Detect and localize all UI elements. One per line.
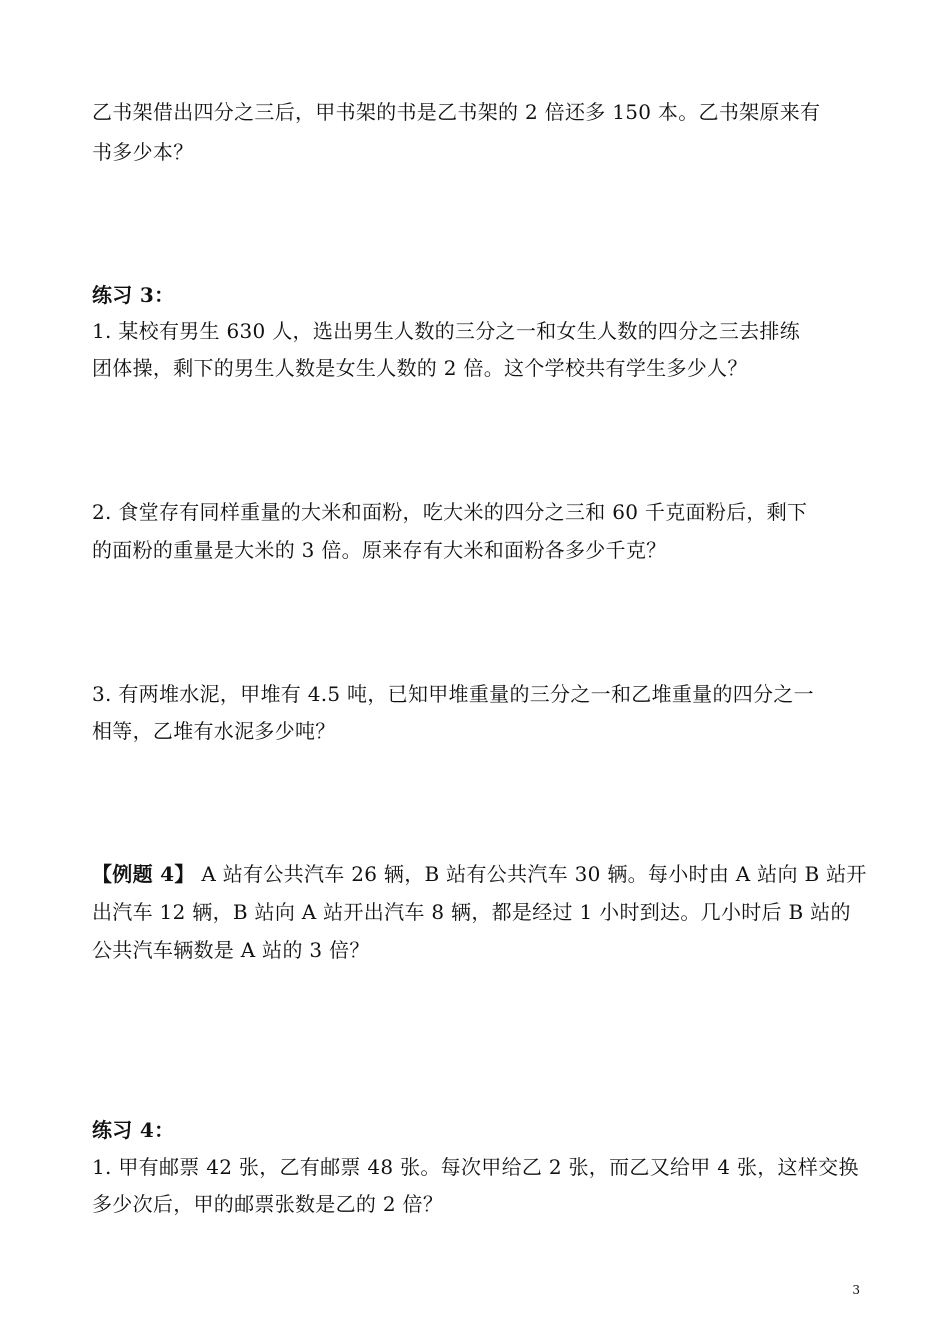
- practice-3-q3-line-2: 相等，乙堆有水泥多少吨？: [92, 719, 336, 743]
- practice-4-q1-line-1: 1. 甲有邮票 42 张，乙有邮票 48 张。每次甲给乙 2 张，而乙又给甲 4 张，这样交换: [92, 1155, 859, 1179]
- continuation-line-2: 书多少本？: [92, 140, 194, 164]
- example-4-line-3: 公共汽车辆数是 A 站的 3 倍？: [92, 938, 370, 962]
- practice-3-q1-line-2: 团体操，剩下的男生人数是女生人数的 2 倍。这个学校共有学生多少人？: [92, 356, 748, 380]
- practice-3-q2-line-1: 2. 食堂存有同样重量的大米和面粉，吃大米的四分之三和 60 千克面粉后，剩下: [92, 500, 808, 524]
- practice-3-q3-line-1: 3. 有两堆水泥，甲堆有 4.5 吨，已知甲堆重量的三分之一和乙堆重量的四分之一: [92, 682, 814, 706]
- continuation-line-1: 乙书架借出四分之三后，甲书架的书是乙书架的 2 倍还多 150 本。乙书架原来有: [92, 100, 821, 124]
- example-4-text-1: A 站有公共汽车 26 辆，B 站有公共汽车 30 辆。每小时由 A 站向 B 站开: [194, 862, 867, 886]
- example-4-line-1: [92, 862, 872, 886]
- practice-3-heading: 练习 3：: [92, 283, 175, 307]
- page-number: 3: [852, 1283, 860, 1297]
- practice-3-q1-line-1: 1. 某校有男生 630 人，选出男生人数的三分之一和女生人数的四分之三去排练: [92, 319, 801, 343]
- practice-3-q2-line-2: 的面粉的重量是大米的 3 倍。原来存有大米和面粉各多少千克？: [92, 538, 667, 562]
- practice-4-q1-line-2: 多少次后，甲的邮票张数是乙的 2 倍？: [92, 1192, 444, 1216]
- practice-4-heading: 练习 4：: [92, 1118, 175, 1142]
- example-4-line-2: 出汽车 12 辆，B 站向 A 站开出汽车 8 辆，都是经过 1 小时到达。几小时后 B 站的: [92, 900, 851, 924]
- example-4-label: 【例题 4】: [92, 862, 195, 886]
